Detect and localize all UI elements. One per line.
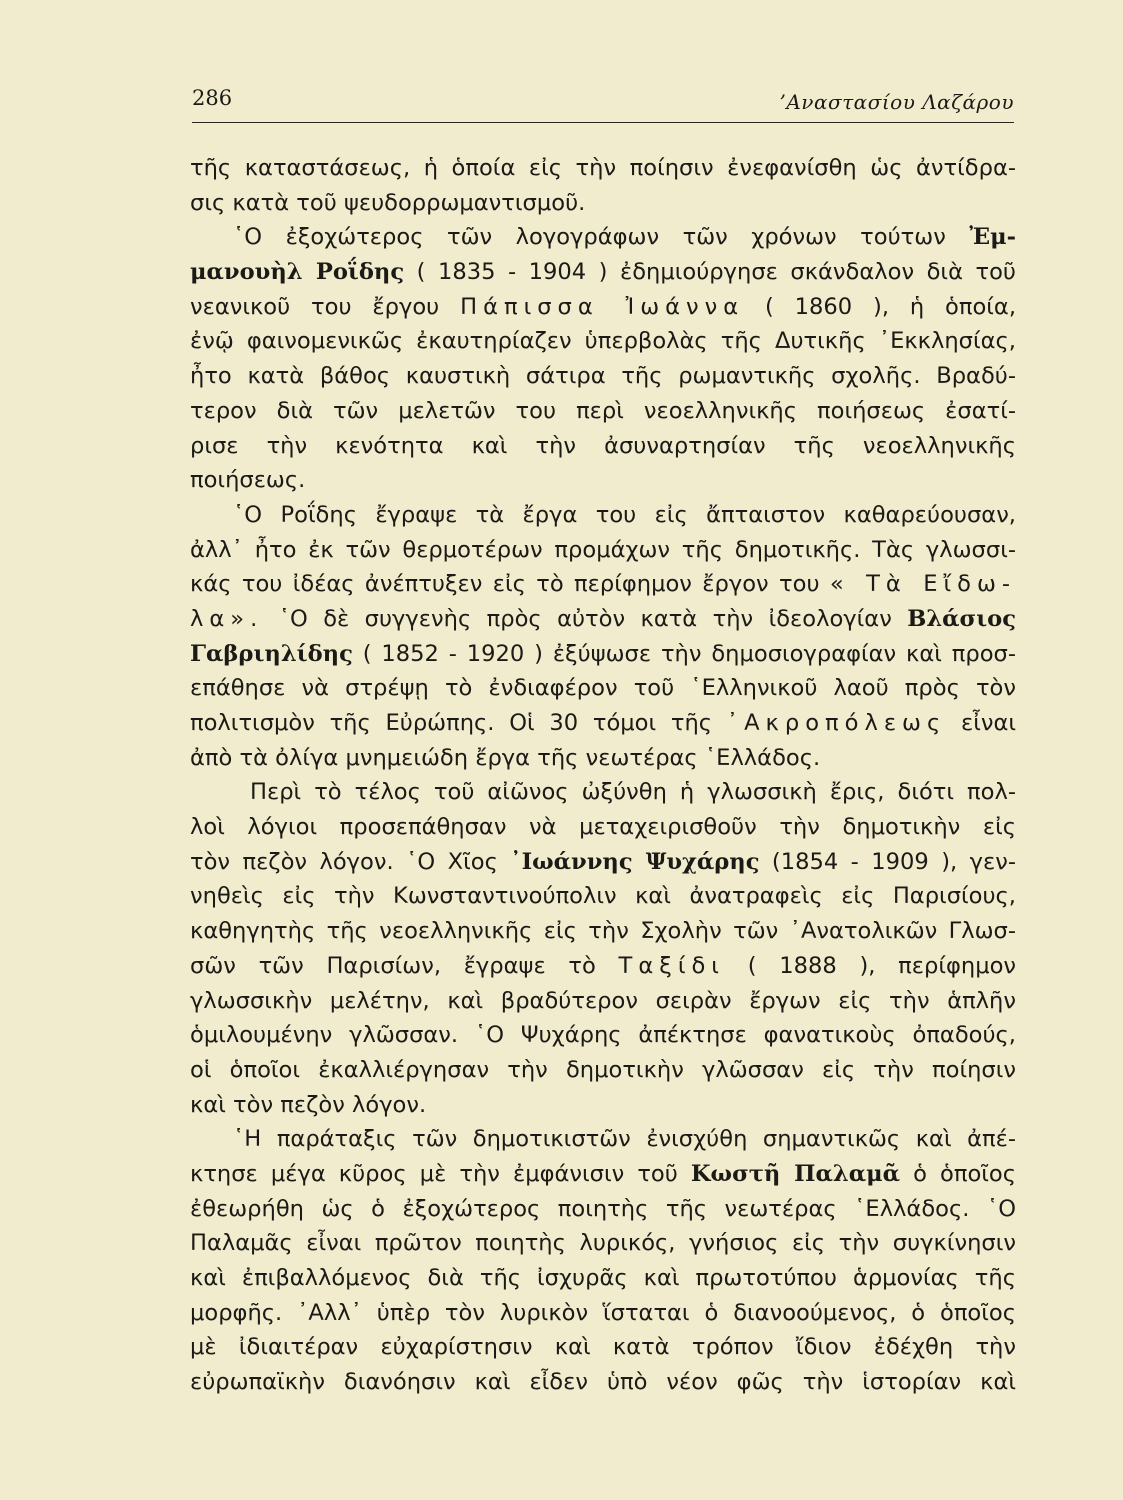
text-line: Παλαμᾶς εἶναι πρῶτον ποιητὴς λυρικός, γνήσιος εἰς τὴν συγκίνησιν — [190, 1230, 1016, 1257]
text-line: κτησε μέγα κῦρος μὲ τὴν ἐμφάνισιν τοῦ Κωστῆ Παλαμᾶ ὁ ὁποῖος — [190, 1160, 1016, 1187]
text-line: σις κατὰ τοῦ ψευδορρωμαντισμοῦ. — [190, 189, 586, 216]
text-line: μορφῆς. ᾿Αλλ᾿ ὑπὲρ τὸν λυρικὸν ἵσταται ὁ διανοούμενος, ὁ ὁποῖος — [190, 1299, 1016, 1326]
text-line: νεανικοῦ του ἔργου Πάπισσα Ἰωάννα ( 1860 ), ἡ ὁποία, — [190, 293, 1017, 320]
work-title: Πάπισσα Ἰωάννα — [460, 293, 745, 320]
author-name: μανουὴλ Ροΐδης — [190, 259, 405, 286]
text-line: ποιήσεως. — [190, 467, 306, 494]
text-line: λοὶ λόγιοι προσεπάθησαν νὰ μεταχειρισθοῦν τὴν δημοτικὴν εἰς — [190, 814, 1016, 841]
text-line: ῾Η παράταξις τῶν δημοτικιστῶν ἐνισχύθη σημαντικῶς καὶ ἀπέ- — [233, 1126, 1016, 1153]
page-header — [192, 86, 1014, 118]
text-line: ἐνῷ φαινομενικῶς ἐκαυτηρίαζεν ὑπερβολὰς τῆς Δυτικῆς ᾿Εκκλησίας, — [190, 328, 1016, 355]
text-line: καὶ τὸν πεζὸν λόγον. — [190, 1091, 427, 1118]
author-name: ᾿Ιωάννης Ψυχάρης — [510, 848, 760, 875]
text-line: λα». ῾Ο δὲ συγγενὴς πρὸς αὐτὸν κατὰ τὴν ἰδεολογίαν Βλάσιος — [190, 605, 1016, 632]
text-line: εὐρωπαϊκὴν διανόησιν καὶ εἶδεν ὑπὸ νέον φῶς τὴν ἱστορίαν καὶ — [190, 1369, 1016, 1396]
header-rule — [192, 122, 1014, 123]
page-number: 286 — [192, 86, 233, 110]
text-line: ρισε τὴν κενότητα καὶ τὴν ἀσυναρτησίαν τῆς νεοελληνικῆς — [190, 432, 1016, 459]
author-name: Βλάσιος — [907, 605, 1016, 632]
work-title: Ταξίδι — [618, 952, 725, 979]
text-line: σῶν τῶν Παρισίων, ἔγραψε τὸ Ταξίδι ( 1888 ), περίφημον — [190, 952, 1017, 979]
text-line: γλωσσικὴν μελέτην, καὶ βραδύτερον σειρὰν ἔργων εἰς τὴν ἁπλῆν — [190, 987, 1016, 1014]
text-line: ῾Ο Ροΐδης ἔγραψε τὰ ἔργα του εἰς ἄπταιστον καθαρεύουσαν, — [233, 501, 1016, 528]
text-line: Περὶ τὸ τέλος τοῦ αἰῶνος ὠξύνθη ἡ γλωσσικὴ ἔρις, διότι πολ- — [250, 779, 1016, 806]
text-line: ἐθεωρήθη ὡς ὁ ἐξοχώτερος ποιητὴς τῆς νεωτέρας ῾Ελλάδος. ῾Ο — [190, 1195, 1016, 1222]
text-line: μανουὴλ Ροΐδης ( 1835 - 1904 ) ἐδημιούργησε σκάνδαλον διὰ τοῦ — [190, 259, 1016, 286]
text-line: πολιτισμὸν τῆς Εὐρώπης. Οἱ 30 τόμοι τῆς ᾿Ακροπόλεως εἶναι — [190, 710, 1017, 736]
text-line: καὶ ἐπιβαλλόμενος διὰ τῆς ἰσχυρᾶς καὶ πρωτοτύπου ἁρμονίας τῆς — [190, 1265, 1016, 1291]
text-line: νηθεὶς εἰς τὴν Κωνσταντινούπολιν καὶ ἀνατραφεὶς εἰς Παρισίους, — [190, 883, 1016, 910]
author-name: Κωστῆ Παλαμᾶ — [690, 1160, 901, 1187]
running-head: ’Αναστασίου Λαζάρου — [779, 90, 1014, 114]
text-line: οἱ ὁποῖοι ἐκαλλιέργησαν τὴν δημοτικὴν γλῶσσαν εἰς τὴν ποίησιν — [190, 1056, 1016, 1083]
text-line: μὲ ἰδιαιτέραν εὐχαρίστησιν καὶ κατὰ τρόπον ἴδιον ἐδέχθη τὴν — [190, 1334, 1016, 1361]
author-name: Ἐμ- — [969, 224, 1017, 251]
text-line: τὸν πεζὸν λόγον. ῾Ο Χῖος ᾿Ιωάννης Ψυχάρης (1854 - 1909 ), γεν- — [190, 848, 1016, 875]
work-title: ᾿Ακροπόλεως — [726, 710, 947, 736]
text-line: τερον διὰ τῶν μελετῶν του περὶ νεοελληνικῆς ποιήσεως ἐσατί- — [190, 397, 1016, 424]
text-line: ἦτο κατὰ βάθος καυστικὴ σάτιρα τῆς ρωμαντικῆς σχολῆς. Βραδύ- — [190, 363, 1016, 390]
body-text — [190, 151, 1016, 1400]
author-name: Γαβριηλίδης — [190, 640, 353, 667]
text-line: ῾Ο ἐξοχώτερος τῶν λογογράφων τῶν χρόνων τούτων Ἐμ- — [233, 224, 1017, 251]
text-line: Γαβριηλίδης ( 1852 - 1920 ) ἐξύψωσε τὴν δημοσιογραφίαν καὶ προσ- — [190, 640, 1016, 667]
text-line: ἀπὸ τὰ ὀλίγα μνημειώδη ἔργα τῆς νεωτέρας ῾Ελλάδος. — [190, 744, 821, 771]
text-line: τῆς καταστάσεως, ἡ ὁποία εἰς τὴν ποίησιν ἐνεφανίσθη ὡς ἀντίδρα- — [190, 155, 1016, 181]
text-line: καθηγητὴς τῆς νεοελληνικῆς εἰς τὴν Σχολὴν τῶν ᾿Ανατολικῶν Γλωσ- — [190, 918, 1016, 945]
text-line: κάς του ἰδέας ἀνέπτυξεν εἰς τὸ περίφημον ἔργον του « Τὰ Εἴδω- — [190, 571, 1017, 598]
text-line: ὁμιλουμένην γλῶσσαν. ῾Ο Ψυχάρης ἀπέκτησε φανατικοὺς ὀπαδούς, — [190, 1022, 1016, 1049]
text-line: ἀλλ᾿ ἦτο ἐκ τῶν θερμοτέρων προμάχων τῆς δημοτικῆς. Τὰς γλωσσι- — [190, 536, 1016, 563]
work-title: λα». — [190, 605, 264, 632]
work-title: « Τὰ Εἴδω- — [829, 571, 1017, 598]
text-line: επάθησε νὰ στρέψῃ τὸ ἐνδιαφέρον τοῦ ῾Ελληνικοῦ λαοῦ πρὸς τὸν — [190, 675, 1016, 702]
